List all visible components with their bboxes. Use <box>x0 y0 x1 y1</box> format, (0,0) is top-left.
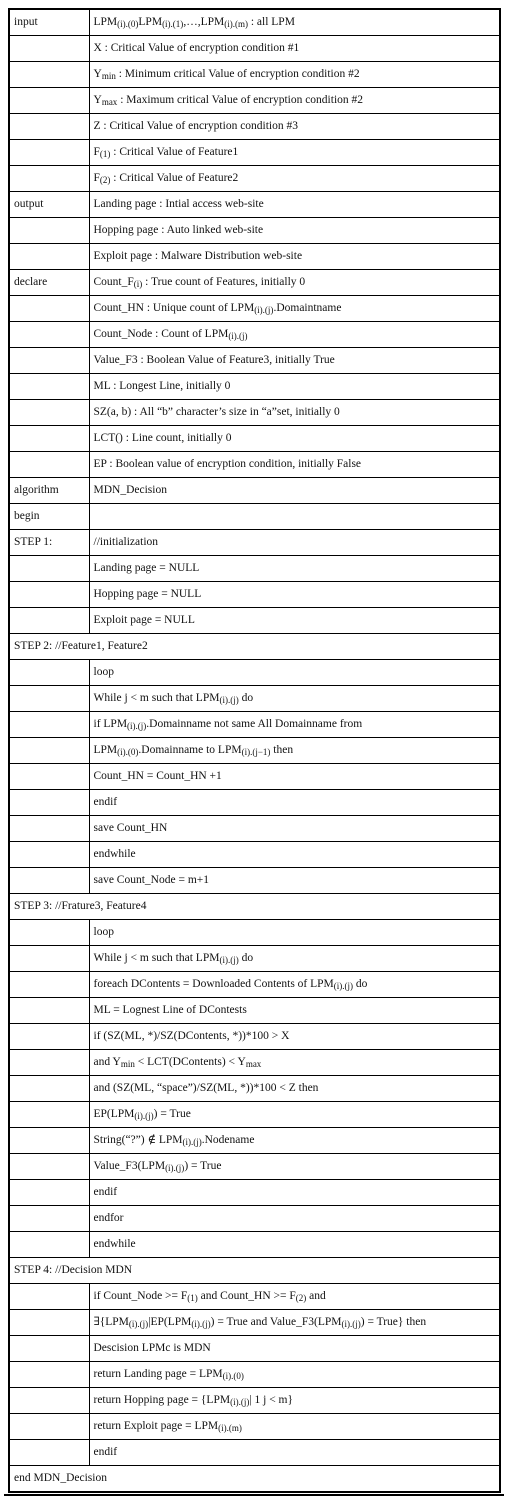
row-content: endif <box>89 1440 500 1466</box>
section-label: STEP 3: //Frature3, Feature4 <box>9 894 500 920</box>
section-label: STEP 2: //Feature1, Feature2 <box>9 634 500 660</box>
row-content: Hopping page : Auto linked web-site <box>89 218 500 244</box>
table-row <box>9 36 500 62</box>
row-content: $Y_{min}$ : Minimum critical Value of encryption condition #2 <box>89 62 500 88</box>
table-row <box>9 270 500 296</box>
table-row <box>9 218 500 244</box>
table-row <box>9 192 500 218</box>
table-row <box>9 1024 500 1050</box>
row-content: return Hopping page = {$LPM_{(i).(j)}|$ 1 j < m} <box>89 1388 500 1414</box>
row-label <box>9 1024 89 1050</box>
row-label <box>9 582 89 608</box>
row-label: begin <box>9 504 89 530</box>
row-label <box>9 244 89 270</box>
row-label <box>9 1154 89 1180</box>
row-label <box>9 1362 89 1388</box>
row-content: Count_HN : Unique count of $LPM_{(i).(j)}.Domaintname$ <box>89 296 500 322</box>
row-content: //initialization <box>89 530 500 556</box>
row-label: input <box>9 9 89 36</box>
row-label <box>9 1128 89 1154</box>
table-row <box>9 1050 500 1076</box>
row-content: Exploit page : Malware Distribution web-site <box>89 244 500 270</box>
table-row <box>9 9 500 36</box>
row-label <box>9 374 89 400</box>
row-label: algorithm <box>9 478 89 504</box>
row-content: if (SZ(ML, *)/SZ(DContents, *))*100 > X <box>89 1024 500 1050</box>
table-row <box>9 452 500 478</box>
row-label <box>9 946 89 972</box>
table-row <box>9 1440 500 1466</box>
row-content: MDN_Decision <box>89 478 500 504</box>
row-content: save Count_HN <box>89 816 500 842</box>
table-row <box>9 946 500 972</box>
table-row <box>9 1284 500 1310</box>
table-row <box>9 634 500 660</box>
row-label <box>9 452 89 478</box>
row-label <box>9 348 89 374</box>
row-label <box>9 218 89 244</box>
table-row <box>9 426 500 452</box>
row-label <box>9 1232 89 1258</box>
row-content: Hopping page = NULL <box>89 582 500 608</box>
table-row <box>9 1076 500 1102</box>
row-label: declare <box>9 270 89 296</box>
row-label <box>9 1206 89 1232</box>
table-row <box>9 1232 500 1258</box>
table-row <box>9 920 500 946</box>
table-row <box>9 1206 500 1232</box>
table-row <box>9 686 500 712</box>
row-label <box>9 738 89 764</box>
row-label <box>9 36 89 62</box>
table-row <box>9 322 500 348</box>
table-row <box>9 868 500 894</box>
table-row <box>9 842 500 868</box>
row-content: loop <box>89 660 500 686</box>
row-content: return Landing page = $LPM_{(i).(0)}$ <box>89 1362 500 1388</box>
row-content: Z : Critical Value of encryption condition #3 <box>89 114 500 140</box>
row-label <box>9 1440 89 1466</box>
row-content: String(“?”) ∉ $LPM_{(i).(j)}.Nodename$ <box>89 1128 500 1154</box>
row-label <box>9 88 89 114</box>
table-row <box>9 1258 500 1284</box>
table-row <box>9 790 500 816</box>
table-row <box>9 1102 500 1128</box>
row-label <box>9 1050 89 1076</box>
table-row <box>9 1388 500 1414</box>
row-label <box>9 816 89 842</box>
table-row <box>9 1336 500 1362</box>
table-row <box>9 530 500 556</box>
row-content: Count_Node : Count of $LPM_{(i).(j)}$ <box>89 322 500 348</box>
row-content: foreach DContents = Downloaded Contents of $LPM_{(i).(j)}$ do <box>89 972 500 998</box>
row-label <box>9 62 89 88</box>
row-content: endif <box>89 1180 500 1206</box>
row-content: and $Y_{min}$ < LCT(DContents) < $Y_{max}$ <box>89 1050 500 1076</box>
table-row <box>9 1154 500 1180</box>
row-content: if Count_Node >= $F_{(1)}$ and Count_HN >= $F_{(2)}$ and <box>89 1284 500 1310</box>
row-content: endwhile <box>89 1232 500 1258</box>
algorithm-table <box>8 8 501 1493</box>
table-row <box>9 62 500 88</box>
row-content: While j < m such that $LPM_{(i).(j)}$ do <box>89 946 500 972</box>
row-label <box>9 686 89 712</box>
row-content: $Value\_F3(LPM_{(i).(j)})$ = True <box>89 1154 500 1180</box>
row-label <box>9 920 89 946</box>
table-row <box>9 348 500 374</box>
row-label <box>9 1310 89 1336</box>
row-label <box>9 1284 89 1310</box>
row-content: While j < m such that $LPM_{(i).(j)}$ do <box>89 686 500 712</box>
table-row <box>9 1466 500 1493</box>
table-row <box>9 998 500 1024</box>
section-label: end MDN_Decision <box>9 1466 500 1493</box>
row-content: $F_{(2)}$ : Critical Value of Feature2 <box>89 166 500 192</box>
row-content: ML : Longest Line, initially 0 <box>89 374 500 400</box>
row-content: X : Critical Value of encryption condition #1 <box>89 36 500 62</box>
row-content: endif <box>89 790 500 816</box>
table-row <box>9 1310 500 1336</box>
row-content: Landing page = NULL <box>89 556 500 582</box>
table-row <box>9 88 500 114</box>
table-row <box>9 1128 500 1154</box>
row-content: Landing page : Intial access web-site <box>89 192 500 218</box>
table-row <box>9 114 500 140</box>
row-content: $LPM_{(i).(0)}LPM_{(i).(1)},\dots,LPM_{(i).(m)}$ : all LPM <box>89 9 500 36</box>
row-content: Value_F3 : Boolean Value of Feature3, initially True <box>89 348 500 374</box>
row-label: output <box>9 192 89 218</box>
row-label <box>9 1336 89 1362</box>
row-label <box>9 608 89 634</box>
table-row <box>9 556 500 582</box>
row-content: if $LPM_{(i).(j)}.Domainname$ not same All Domainname from <box>89 712 500 738</box>
table-row <box>9 1180 500 1206</box>
row-label <box>9 322 89 348</box>
table-row <box>9 478 500 504</box>
row-label <box>9 764 89 790</box>
table-row <box>9 738 500 764</box>
table-row <box>9 608 500 634</box>
row-content: ML = Lognest Line of DContests <box>89 998 500 1024</box>
table-row <box>9 374 500 400</box>
section-label: STEP 4: //Decision MDN <box>9 1258 500 1284</box>
table-row <box>9 660 500 686</box>
row-content: LCT() : Line count, initially 0 <box>89 426 500 452</box>
table-row <box>9 166 500 192</box>
row-content: loop <box>89 920 500 946</box>
row-content <box>89 504 500 530</box>
row-label <box>9 426 89 452</box>
row-content: $\exists\{LPM_{(i).(j)}|EP(LPM_{(i).(j)})$ = True and $Value\_F3(LPM_{(i).(j)})$ = True} then <box>89 1310 500 1336</box>
table-row <box>9 582 500 608</box>
table-row <box>9 140 500 166</box>
row-label <box>9 790 89 816</box>
row-label: STEP 1: <box>9 530 89 556</box>
row-label <box>9 712 89 738</box>
row-content: Exploit page = NULL <box>89 608 500 634</box>
table-row <box>9 400 500 426</box>
row-label <box>9 296 89 322</box>
table-row <box>9 1414 500 1440</box>
row-content: $LPM_{(i).(0)}.Domainname$ to $LPM_{(i).(j-1)}$ then <box>89 738 500 764</box>
row-label <box>9 1414 89 1440</box>
row-label <box>9 868 89 894</box>
table-row <box>9 504 500 530</box>
table-row <box>9 894 500 920</box>
row-label <box>9 1076 89 1102</box>
algorithm-table-container <box>8 8 499 1493</box>
row-content: Count_HN = Count_HN +1 <box>89 764 500 790</box>
row-content: endfor <box>89 1206 500 1232</box>
row-content: $Y_{max}$ : Maximum critical Value of encryption condition #2 <box>89 88 500 114</box>
row-label <box>9 1180 89 1206</box>
row-content: $F_{(1)}$ : Critical Value of Feature1 <box>89 140 500 166</box>
algorithm-table-body <box>9 9 500 1492</box>
row-label <box>9 998 89 1024</box>
table-row <box>9 972 500 998</box>
row-label <box>9 660 89 686</box>
table-row <box>9 296 500 322</box>
row-label <box>9 114 89 140</box>
table-row <box>9 712 500 738</box>
row-label <box>9 556 89 582</box>
row-label <box>9 1102 89 1128</box>
table-row <box>9 764 500 790</box>
row-label <box>9 972 89 998</box>
row-content: $Count\_F_{(i)}$ : True count of Features, initially 0 <box>89 270 500 296</box>
row-content: EP : Boolean value of encryption condition, initially False <box>89 452 500 478</box>
row-label <box>9 1388 89 1414</box>
table-row <box>9 816 500 842</box>
row-content: Descision LPMc is MDN <box>89 1336 500 1362</box>
row-content: save Count_Node = m+1 <box>89 868 500 894</box>
row-label <box>9 842 89 868</box>
row-content: SZ(a, b) : All “b” character’s size in “a”set, initially 0 <box>89 400 500 426</box>
row-content: return Exploit page = $LPM_{(i).(m)}$ <box>89 1414 500 1440</box>
bottom-rule <box>4 1494 504 1496</box>
table-row <box>9 1362 500 1388</box>
row-label <box>9 166 89 192</box>
row-label <box>9 140 89 166</box>
row-content: endwhile <box>89 842 500 868</box>
row-content: $EP(LPM_{(i).(j)})$ = True <box>89 1102 500 1128</box>
row-label <box>9 400 89 426</box>
row-content: and (SZ(ML, “space”)/SZ(ML, *))*100 < Z then <box>89 1076 500 1102</box>
table-row <box>9 244 500 270</box>
